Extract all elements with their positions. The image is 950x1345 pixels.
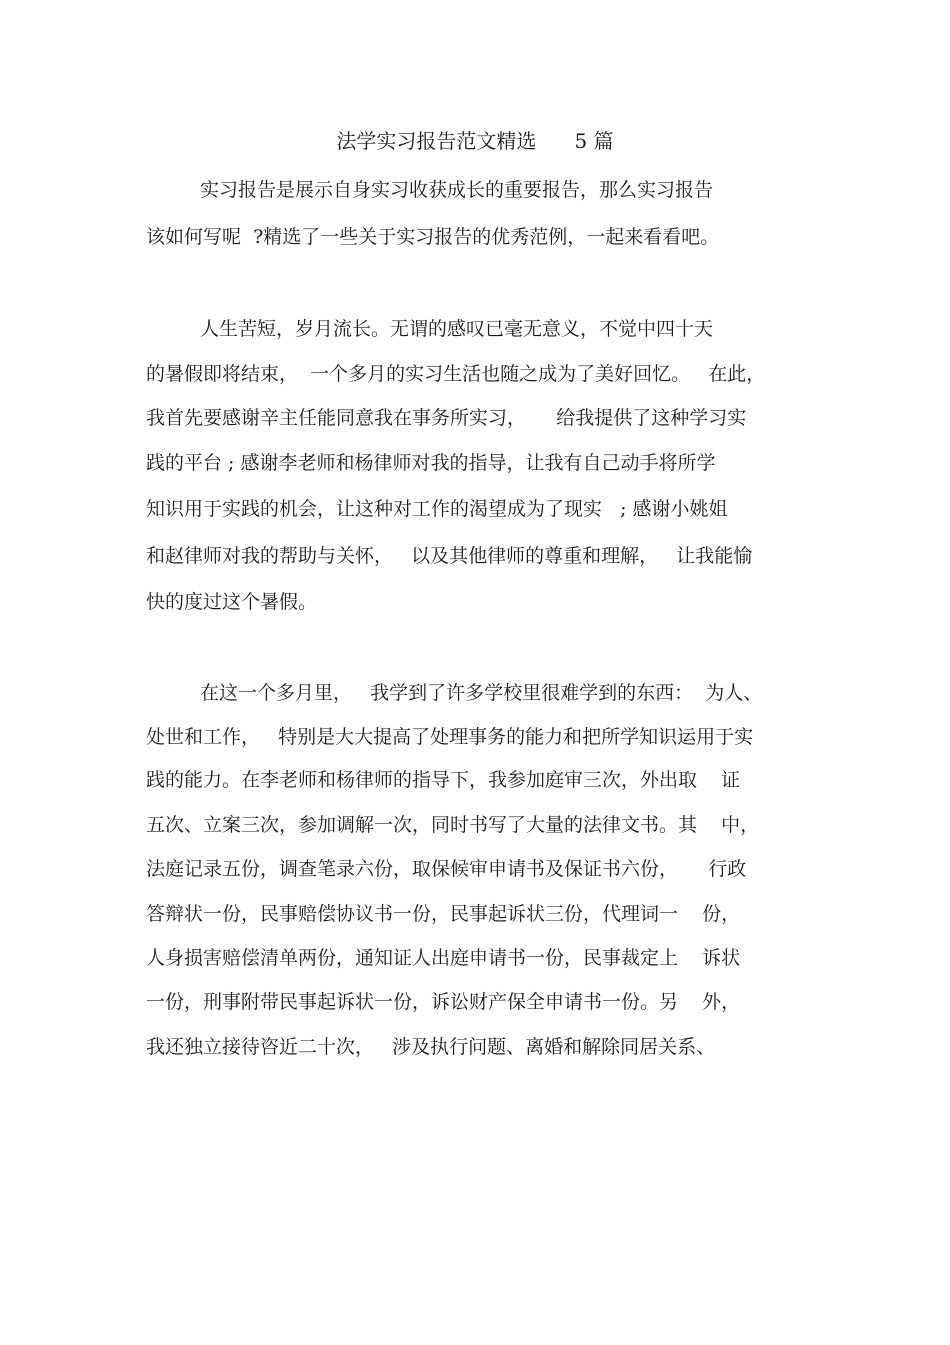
paragraph2-line: 处世和工作， 特别是大大提高了处理事务的能力和把所学知识运用于实	[146, 726, 754, 748]
paragraph1-line: 知识用于实践的机会，让这种对工作的渴望成为了现实 ; 感谢小姚姐	[146, 498, 728, 520]
paragraph2-line: 我还独立接待咨近二十次， 涉及执行问题、离婚和解除同居关系、	[146, 1036, 716, 1058]
intro-line: 实习报告是展示自身实习收获成长的重要报告，那么实习报告	[200, 179, 714, 201]
paragraph1-line: 的暑假即将结束， 一个多月的实习生活也随之成为了美好回忆。 在此，	[146, 363, 766, 385]
paragraph1-line: 和赵律师对我的帮助与关怀， 以及其他律师的尊重和理解， 让我能愉	[146, 545, 753, 567]
paragraph2-line: 法庭记录五份，调查笔录六份，取保候审申请书及保证书六份， 行政	[146, 858, 747, 880]
paragraph2-line: 人身损害赔偿清单两份，通知证人出庭申请书一份，民事裁定上 诉状	[146, 947, 741, 969]
paragraph1-line: 践的平台 ; 感谢李老师和杨律师对我的指导，让我有自己动手将所学	[146, 452, 716, 474]
paragraph2-line: 答辩状一份，民事赔偿协议书一份，民事起诉状三份，代理词一 份，	[146, 903, 741, 925]
paragraph2-line: 五次、立案三次，参加调解一次，同时书写了大量的法律文书。其 中，	[146, 814, 760, 836]
intro-line: 该如何写呢 ?精选了一些关于实习报告的优秀范例，一起来看看吧。	[146, 226, 720, 248]
paragraph2-line: 一份，刑事附带民事起诉状一份，诉讼财产保全申请书一份。另 外，	[146, 991, 741, 1013]
paragraph2-line: 在这一个多月里， 我学到了许多学校里很难学到的东西： 为人、	[200, 682, 763, 704]
paragraph1-line: 快的度过这个暑假。	[146, 591, 318, 613]
paragraph1-line: 人生苦短，岁月流长。无谓的感叹已毫无意义，不觉中四十天	[200, 318, 714, 340]
paragraph2-line: 践的能力。在李老师和杨律师的指导下，我参加庭审三次，外出取 证	[146, 769, 741, 791]
paragraph1-line: 我首先要感谢辛主任能同意我在事务所实习， 给我提供了这种学习实	[146, 407, 747, 429]
document-title: 法学实习报告范文精选 5 篇	[336, 129, 614, 153]
